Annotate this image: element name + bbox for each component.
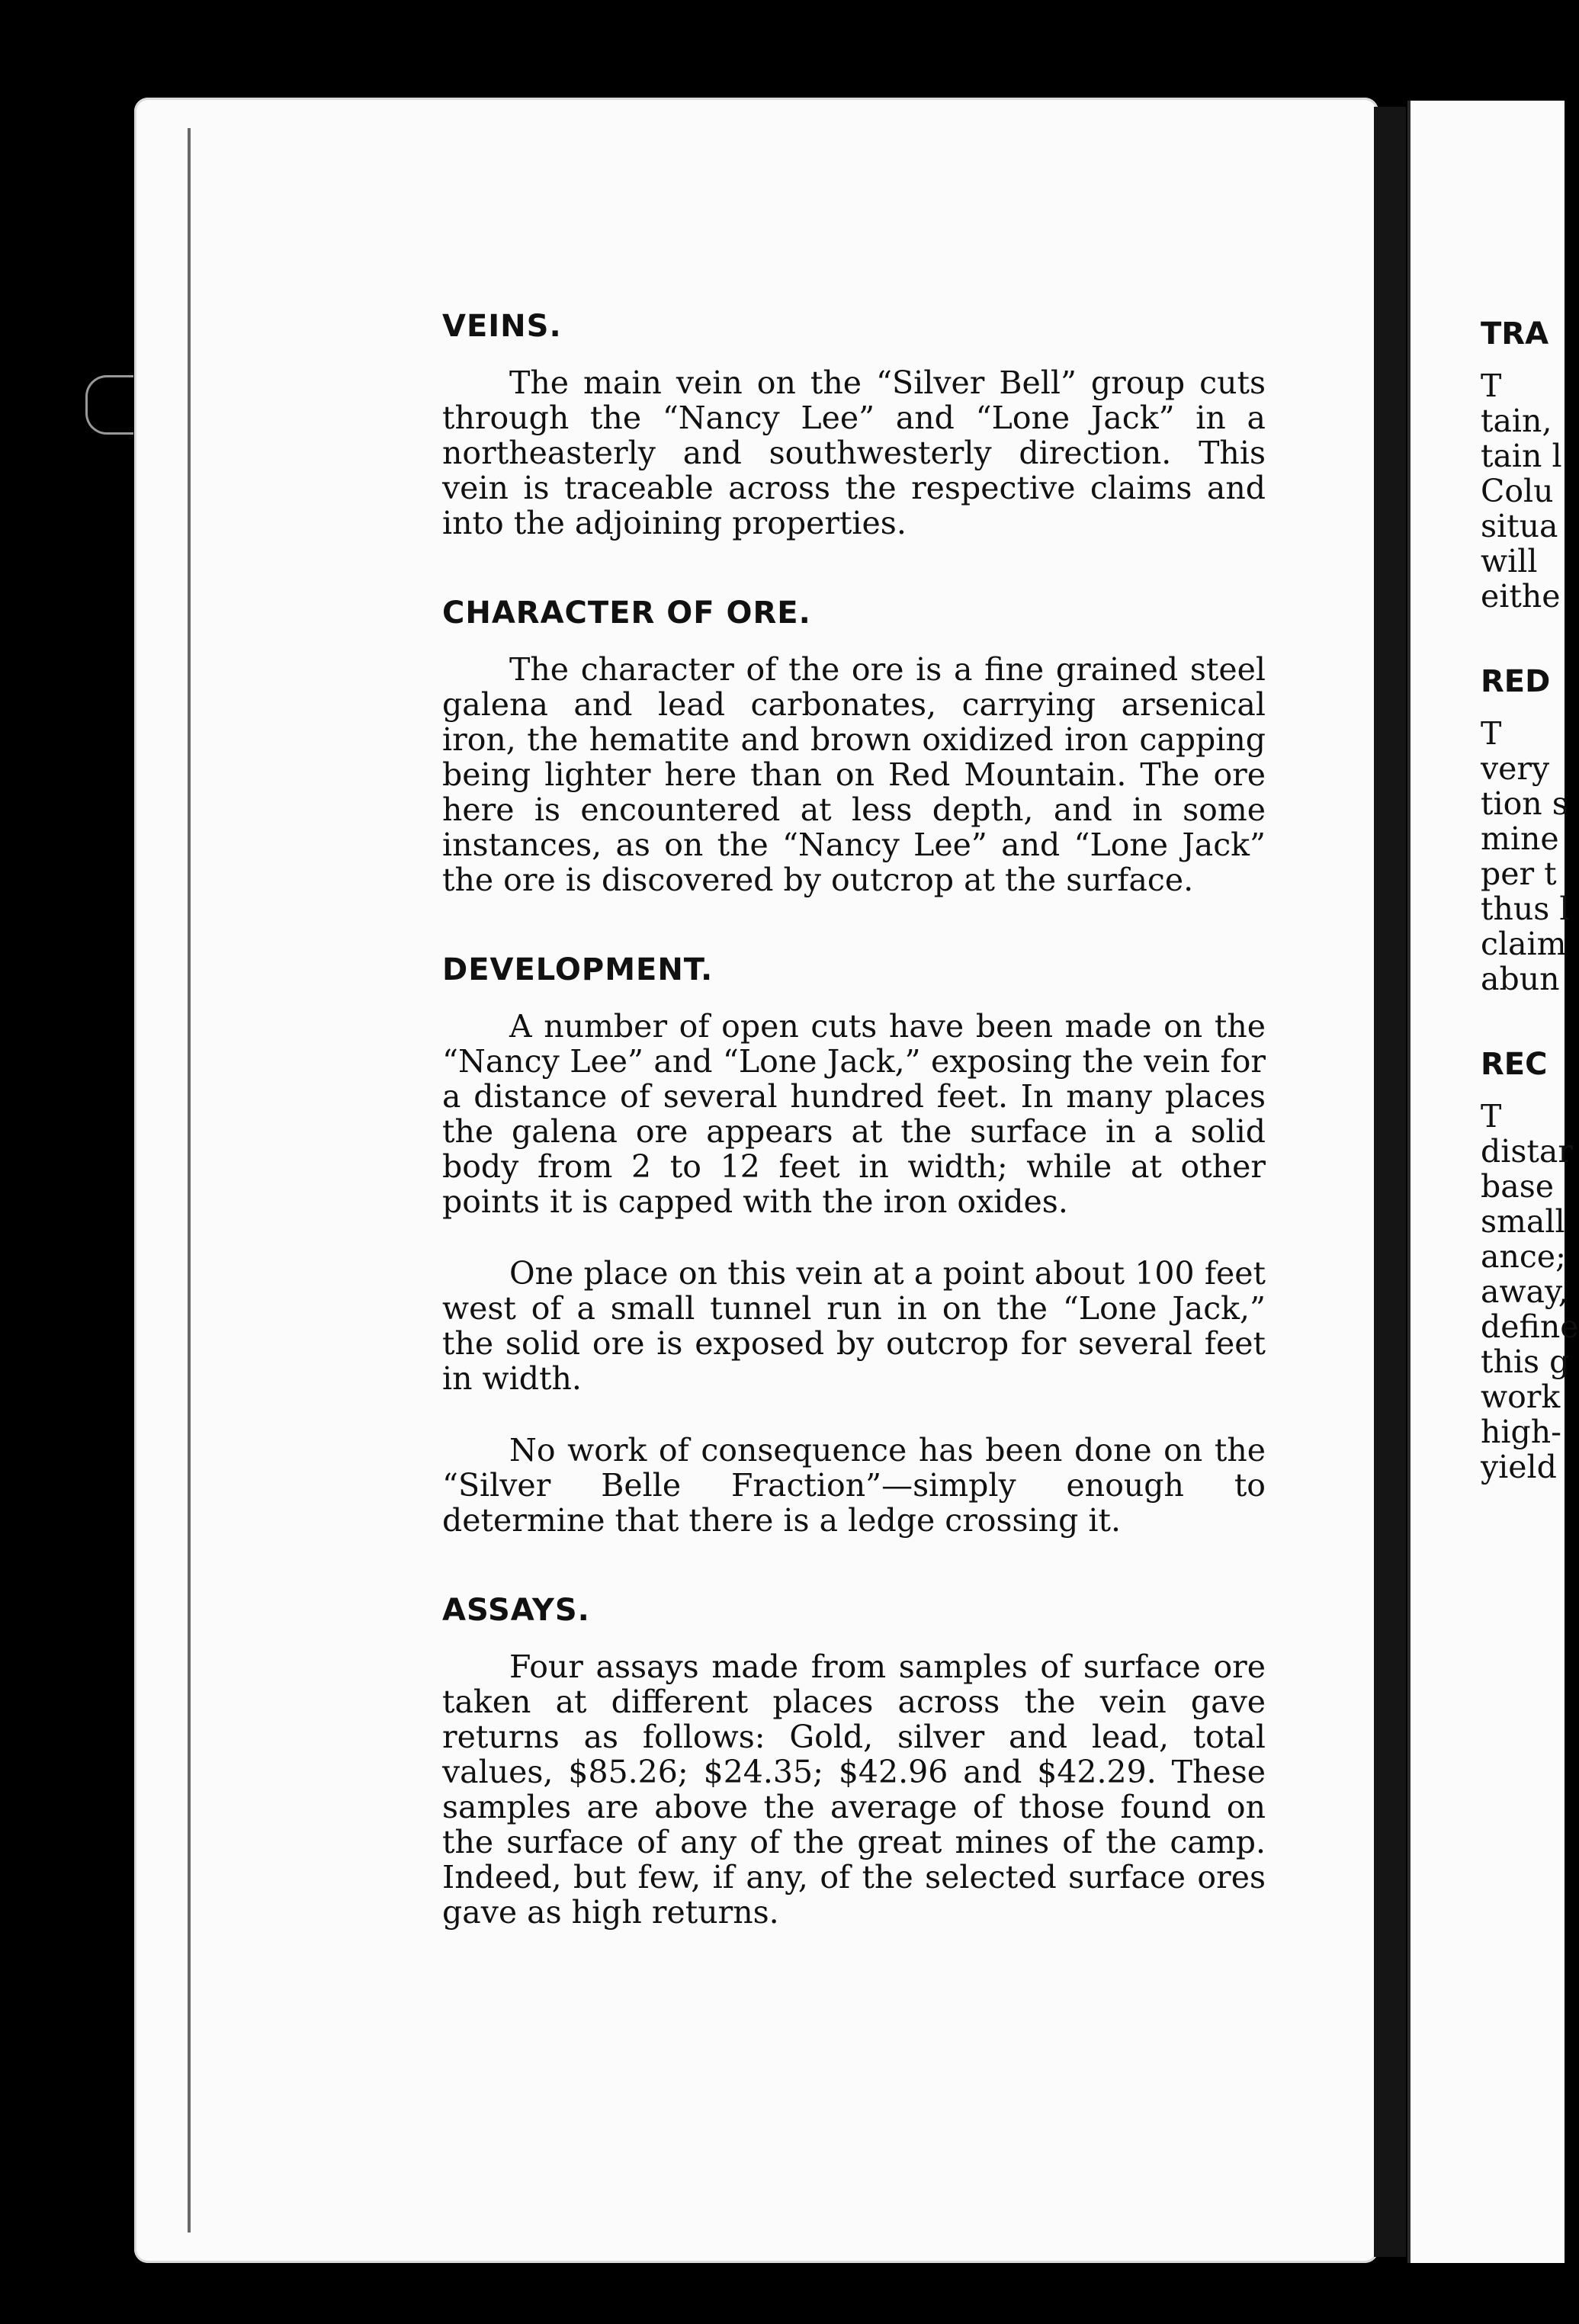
right-line: this g xyxy=(1481,1343,1570,1380)
spacer xyxy=(1481,614,1565,656)
right-line: situa xyxy=(1481,508,1558,544)
section-paragraph: One place on this vein at a point about 100 feet west of a small tunnel run in on the “Lone Jack,” the solid ore is exposed by outcrop for several feet in width. xyxy=(442,1255,1266,1397)
left-page-content xyxy=(442,309,1266,1985)
section-character-of-ore xyxy=(442,595,1266,897)
right-line: away, xyxy=(1481,1273,1568,1310)
right-line: tain, xyxy=(1481,403,1552,439)
right-line: very xyxy=(1481,750,1550,787)
right-page-fragment xyxy=(1481,309,1579,1485)
right-line: mine xyxy=(1481,820,1559,857)
section-veins xyxy=(442,309,1266,541)
right-heading-red: RED xyxy=(1481,664,1551,699)
right-line: tain l xyxy=(1481,438,1562,474)
right-line: define xyxy=(1481,1308,1579,1345)
right-line: yield xyxy=(1481,1449,1557,1485)
section-paragraph: A number of open cuts have been made on the “Nancy Lee” and “Lone Jack,” exposing the vein for a distance of several hundred feet. In many places the galena ore appears at the surface in a solid body from 2 to 12 feet in width; while at other points it is capped with the iron oxides. xyxy=(442,1008,1266,1220)
section-paragraph: The character of the ore is a fine grained steel galena and lead carbonates, carrying arsenical iron, the hematite and brown oxidized iron capping being lighter here than on Red Mountain. The ore here is encountered at less depth, and in some instances, as on the “Nancy Lee” and “Lone Jack” the ore is discovered by outcrop at the surface. xyxy=(442,651,1266,898)
right-line: high- xyxy=(1481,1414,1562,1450)
right-line: small xyxy=(1481,1203,1565,1240)
right-line: distar xyxy=(1481,1133,1573,1170)
right-line: thus l xyxy=(1481,891,1570,927)
right-heading-tra: TRA xyxy=(1481,316,1549,351)
right-line: base xyxy=(1481,1168,1554,1205)
right-line: T xyxy=(1481,1098,1502,1135)
right-heading-rec: REC xyxy=(1481,1047,1548,1082)
right-line: claim xyxy=(1481,926,1567,962)
section-heading: VEINS. xyxy=(442,309,562,344)
right-line: ance; xyxy=(1481,1238,1566,1275)
right-line: will xyxy=(1481,543,1538,579)
section-assays xyxy=(442,1593,1266,1930)
right-line: per t xyxy=(1481,855,1557,892)
right-line: eithe xyxy=(1481,578,1561,615)
right-line: tion s xyxy=(1481,785,1568,822)
right-line: abun xyxy=(1481,961,1560,997)
spacer xyxy=(1481,997,1565,1039)
section-heading: ASSAYS. xyxy=(442,1593,590,1628)
right-line: Colu xyxy=(1481,473,1554,509)
right-line: T xyxy=(1481,715,1502,752)
section-paragraph: No work of consequence has been done on the “Silver Belle Fraction”—simply enough to determine that there is a ledge crossing it. xyxy=(442,1432,1266,1539)
right-line: work xyxy=(1481,1379,1561,1415)
section-development xyxy=(442,952,1266,1538)
section-paragraph: The main vein on the “Silver Bell” group cuts through the “Nancy Lee” and “Lone Jack” in a northeasterly and southwesterly direction. This vein is traceable across the respective claims and into the adjoining properties. xyxy=(442,364,1266,541)
section-heading: CHARACTER OF ORE. xyxy=(442,595,811,631)
page-clip-mark xyxy=(85,375,133,435)
right-line: T xyxy=(1481,368,1502,404)
book-gutter xyxy=(1374,107,1406,2257)
section-heading: DEVELOPMENT. xyxy=(442,952,714,987)
section-paragraph: Four assays made from samples of surface ore taken at different places across the vein gave returns as follows: Gold, silver and lead, total values, $85.26; $24.35; $42.96 and $42.29. These samples are above the average of those found on the surface of any of the great mines of the camp. Indeed, but few, if any, of the selected surface ores gave as high returns. xyxy=(442,1648,1266,1931)
